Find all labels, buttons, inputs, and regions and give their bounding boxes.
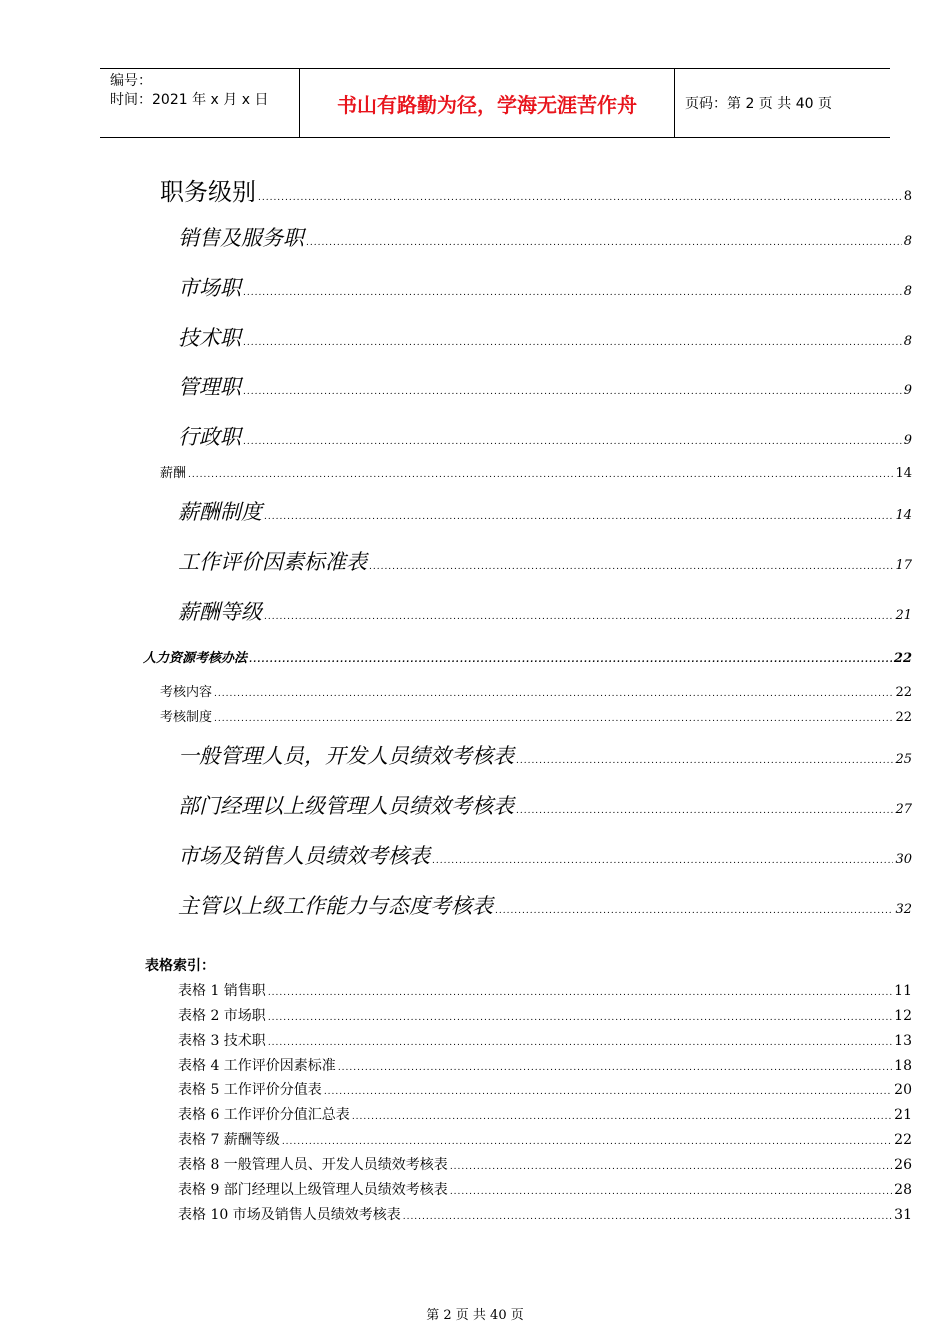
toc-leader (243, 288, 902, 298)
toc-entry-label: 主管以上级工作能力与态度考核表 (178, 894, 493, 918)
table-index-entry[interactable] (178, 980, 912, 1000)
toc-entry[interactable] (178, 371, 912, 401)
toc-entry-page: 25 (895, 752, 912, 767)
toc-entry[interactable] (178, 322, 912, 352)
toc-entry-label: 薪酬制度 (178, 500, 262, 524)
toc-leader (516, 806, 893, 816)
toc-entry[interactable] (178, 546, 912, 576)
toc-entry-label: 薪酬等级 (178, 600, 262, 624)
table-index-page: 13 (894, 1033, 912, 1049)
toc-entry-label: 工作评价因素标准表 (178, 550, 367, 574)
toc-entry-page: 8 (903, 334, 912, 349)
table-index-label: 表格 4 工作评价因素标准 (178, 1058, 336, 1074)
toc-entry-page: 27 (895, 802, 912, 817)
toc-entry-page: 14 (895, 508, 912, 523)
toc-entry-page: 14 (895, 466, 912, 481)
toc-entry-label: 市场职 (178, 276, 241, 300)
table-index-entry[interactable] (178, 1179, 912, 1199)
table-index-label: 表格 2 市场职 (178, 1008, 266, 1024)
table-index-entry[interactable] (178, 1079, 912, 1099)
toc-entry-page: 32 (895, 902, 912, 917)
table-index-entry[interactable] (178, 1055, 912, 1075)
table-index-page: 12 (894, 1008, 912, 1024)
toc-leader (268, 1038, 892, 1048)
toc-entry[interactable] (178, 222, 912, 252)
page-header (100, 68, 890, 138)
table-index-entry[interactable] (178, 1030, 912, 1050)
toc-entry-page: 30 (895, 852, 912, 867)
toc-entry-label: 销售及服务职 (178, 226, 304, 250)
toc-leader (249, 655, 892, 665)
table-index-title: 表格索引： (145, 958, 215, 974)
toc-leader (352, 1112, 892, 1122)
table-index-label: 表格 5 工作评价分值表 (178, 1082, 322, 1098)
toc-leader (432, 856, 893, 866)
toc-entry[interactable] (178, 421, 912, 451)
toc-leader (268, 1013, 892, 1023)
toc-leader (516, 756, 893, 766)
table-index-page: 21 (894, 1107, 912, 1123)
table-index-label: 表格 7 薪酬等级 (178, 1132, 280, 1148)
toc-leader (369, 562, 893, 572)
toc-entry-label: 管理职 (178, 375, 241, 399)
toc-leader (264, 612, 893, 622)
toc-leader (214, 689, 893, 699)
toc-entry[interactable] (160, 462, 912, 481)
toc-entry[interactable] (178, 740, 912, 770)
header-motto: 书山有路勤为径，学海无涯苦作舟 (300, 69, 675, 137)
toc-leader (306, 238, 902, 248)
toc-entry[interactable] (178, 596, 912, 626)
toc-leader (282, 1137, 892, 1147)
toc-entry[interactable] (178, 840, 912, 870)
table-index-page: 31 (894, 1207, 912, 1223)
toc-entry-page: 17 (895, 558, 912, 573)
toc-entry-page: 22 (895, 710, 912, 725)
toc-entry-label: 技术职 (178, 326, 241, 350)
document-code: 编号： (110, 73, 152, 89)
toc-entry-page: 8 (903, 189, 912, 204)
table-index-label: 表格 6 工作评价分值汇总表 (178, 1107, 350, 1123)
toc-leader (258, 193, 902, 203)
toc-entry[interactable] (160, 681, 912, 700)
toc-entry[interactable] (178, 272, 912, 302)
toc-entry-page: 22 (893, 651, 912, 666)
toc-entry-label: 市场及销售人员绩效考核表 (178, 844, 430, 868)
toc-leader (243, 437, 902, 447)
toc-entry-page: 22 (895, 685, 912, 700)
table-index-entry[interactable] (178, 1204, 912, 1224)
table-index-label: 表格 3 技术职 (178, 1033, 266, 1049)
table-index-entry[interactable] (178, 1005, 912, 1025)
header-page-number: 页码：第 2 页 共 40 页 (685, 96, 832, 112)
table-index-entry[interactable] (178, 1154, 912, 1174)
table-index-label: 表格 10 市场及销售人员绩效考核表 (178, 1207, 401, 1223)
toc-entry-label: 职务级别 (160, 178, 256, 206)
document-date: 时间：2021 年 x 月 x 日 (110, 92, 269, 108)
toc-entry-label: 部门经理以上级管理人员绩效考核表 (178, 794, 514, 818)
table-index-entry[interactable] (178, 1104, 912, 1124)
toc-entry[interactable] (143, 647, 912, 666)
toc-leader (264, 512, 893, 522)
toc-entry-label: 一般管理人员，开发人员绩效考核表 (178, 744, 514, 768)
toc-entry-page: 8 (903, 284, 912, 299)
table-index-page: 11 (894, 983, 912, 999)
toc-leader (188, 470, 893, 480)
table-index-page: 18 (894, 1058, 912, 1074)
toc-entry-label: 人力资源考核办法 (143, 651, 248, 666)
toc-leader (495, 906, 893, 916)
toc-entry-label: 考核内容 (160, 685, 213, 700)
toc-entry-label: 考核制度 (160, 710, 213, 725)
toc-leader (324, 1087, 892, 1097)
table-index-page: 28 (894, 1182, 912, 1198)
table-index-label: 表格 8 一般管理人员、开发人员绩效考核表 (178, 1157, 448, 1173)
toc-leader (403, 1212, 892, 1222)
toc-leader (450, 1162, 892, 1172)
toc-entry-page: 9 (903, 383, 912, 398)
toc-entry-page: 21 (895, 608, 912, 623)
toc-leader (214, 714, 893, 724)
table-index-page: 20 (894, 1082, 912, 1098)
header-meta (100, 69, 300, 137)
toc-entry[interactable] (160, 706, 912, 725)
toc-entry-page: 9 (903, 433, 912, 448)
toc-entry[interactable] (178, 496, 912, 526)
toc-leader (450, 1187, 892, 1197)
table-index-label: 表格 1 销售职 (178, 983, 266, 999)
toc-entry-page: 8 (903, 234, 912, 249)
table-index-page: 22 (894, 1132, 912, 1148)
toc-entry[interactable] (178, 890, 912, 920)
toc-leader (243, 338, 902, 348)
page-footer: 第 2 页 共 40 页 (426, 1308, 524, 1323)
toc-entry-label: 薪酬 (160, 466, 187, 481)
table-index-entry[interactable] (178, 1129, 912, 1149)
table-index-label: 表格 9 部门经理以上级管理人员绩效考核表 (178, 1182, 448, 1198)
toc-leader (338, 1063, 892, 1073)
toc-entry-label: 行政职 (178, 425, 241, 449)
toc-leader (268, 988, 892, 998)
toc-entry[interactable] (178, 790, 912, 820)
toc-leader (243, 387, 902, 397)
toc-entry[interactable] (160, 172, 912, 207)
table-index-page: 26 (894, 1157, 912, 1173)
